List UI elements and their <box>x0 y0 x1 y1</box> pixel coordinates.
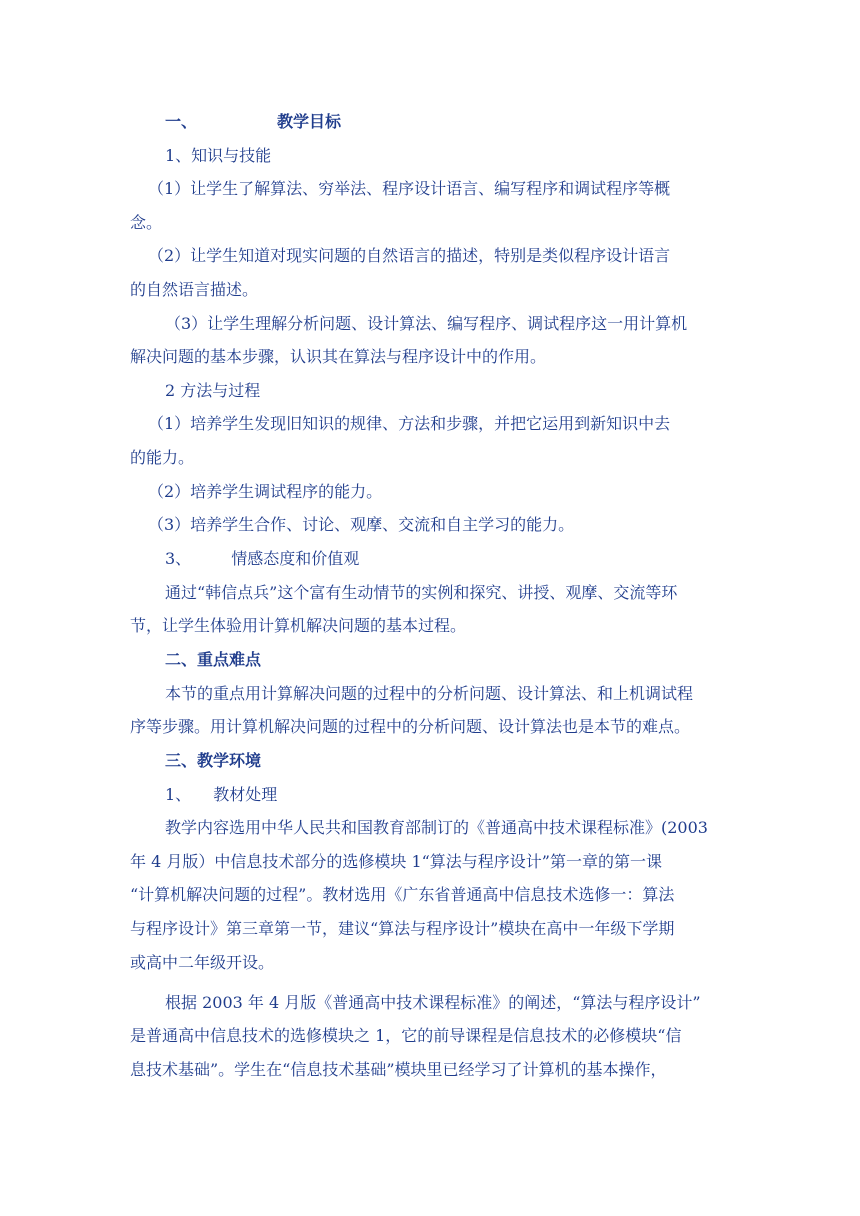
paragraph-line: 解决问题的基本步骤，认识其在算法与程序设计中的作用。 <box>130 347 547 366</box>
subheading-number: 3、 <box>165 549 192 568</box>
paragraph-line: 本节的重点用计算解决问题的过程中的分析问题、设计算法、和上机调试程 <box>165 684 694 703</box>
subheading-title: 教材处理 <box>213 785 278 804</box>
paragraph-line: 的能力。 <box>130 448 195 467</box>
subheading-number: 1、 <box>165 785 192 804</box>
section-title: 教学目标 <box>277 112 342 131</box>
paragraph-line: 序等步骤。用计算机解决问题的过程中的分析问题、设计算法也是本节的难点。 <box>130 717 691 736</box>
subheading-title: 情感态度和价值观 <box>231 549 360 568</box>
paragraph-line: 息技术基础”。学生在“信息技术基础”模块里已经学习了计算机的基本操作， <box>130 1060 667 1079</box>
paragraph-line: （3）培养学生合作、讨论、观摩、交流和自主学习的能力。 <box>148 515 575 534</box>
paragraph-line: 念。 <box>130 213 163 232</box>
paragraph-line: 教学内容选用中华人民共和国教育部制订的《普通高中技术课程标准》(2003 <box>165 818 708 837</box>
subheading-method-process: 2 方法与过程 <box>165 381 261 400</box>
subheading-knowledge-skills: 1、知识与技能 <box>165 146 272 165</box>
subheading-attitude-values <box>165 548 359 570</box>
paragraph-line: （1）培养学生发现旧知识的规律、方法和步骤，并把它运用到新知识中去 <box>148 414 671 433</box>
paragraph-line: 根据 2003 年 4 月版《普通高中技术课程标准》的阐述，“算法与程序设计” <box>165 993 701 1012</box>
paragraph-line: “计算机解决问题的过程”。教材选用《广东省普通高中信息技术选修一：算法 <box>130 885 675 904</box>
paragraph-line: 节，让学生体验用计算机解决问题的基本过程。 <box>130 616 467 635</box>
paragraph-line: 是普通高中信息技术的选修模块之 1，它的前导课程是信息技术的必修模块“信 <box>130 1026 682 1045</box>
paragraph-line: 年 4 月版）中信息技术部分的选修模块 1“算法与程序设计”第一章的第一课 <box>130 852 662 871</box>
section-heading-objectives <box>165 111 341 133</box>
paragraph-line: 通过“韩信点兵”这个富有生动情节的实例和探究、讲授、观摩、交流等环 <box>165 583 678 602</box>
paragraph-line: （2）让学生知道对现实问题的自然语言的描述，特别是类似程序设计语言 <box>148 246 671 265</box>
section-heading-key-points: 二、重点难点 <box>165 650 262 669</box>
paragraph-line: （3）让学生理解分析问题、设计算法、编写程序、调试程序这一用计算机 <box>165 314 688 333</box>
paragraph-line: （1）让学生了解算法、穷举法、程序设计语言、编写程序和调试程序等概 <box>148 179 671 198</box>
paragraph-line: 与程序设计》第三章第一节，建议“算法与程序设计”模块在高中一年级下学期 <box>130 919 675 938</box>
subheading-material <box>165 784 277 806</box>
paragraph-line: 或高中二年级开设。 <box>130 953 275 972</box>
paragraph-line: （2）培养学生调试程序的能力。 <box>148 482 383 501</box>
paragraph-line: 的自然语言描述。 <box>130 280 259 299</box>
section-heading-environment: 三、教学环境 <box>165 751 262 770</box>
section-number: 一、 <box>165 112 198 131</box>
